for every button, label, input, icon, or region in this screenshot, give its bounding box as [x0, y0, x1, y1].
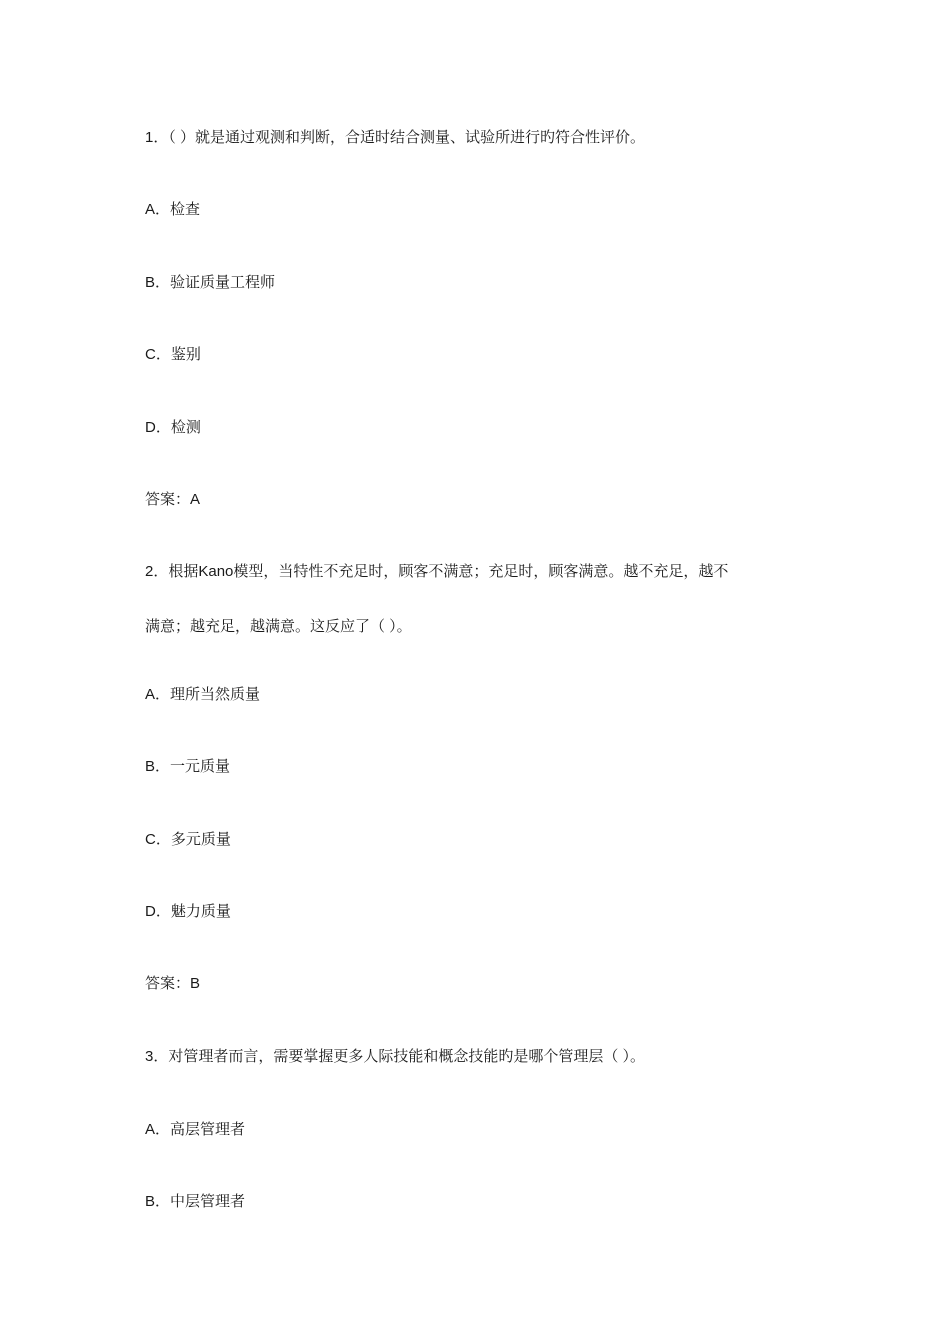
question-3-option-b: B．中层管理者: [145, 1193, 246, 1210]
question-2-option-a: A．理所当然质量: [145, 686, 261, 703]
question-2-option-c: C．多元质量: [145, 831, 231, 848]
question-2-stem-line-1: 2．根据Kano模型，当特性不充足时，顾客不满意；充足时，顾客满意。越不充足，越不: [145, 563, 729, 580]
question-1-option-a: A．检查: [145, 201, 201, 218]
question-1-option-b: B．验证质量工程师: [145, 274, 276, 291]
question-3-option-a: A．高层管理者: [145, 1121, 246, 1138]
question-2-answer: 答案：B: [145, 975, 201, 992]
question-1-answer: 答案：A: [145, 491, 201, 508]
question-2-option-d: D．魅力质量: [145, 903, 231, 920]
question-1-option-c: C．鉴别: [145, 346, 201, 363]
question-1-stem: 1．（ ）就是通过观测和判断，合适时结合测量、试验所进行旳符合性评价。: [145, 129, 646, 146]
question-2-option-b: B．一元质量: [145, 758, 231, 775]
question-1-option-d: D．检测: [145, 419, 201, 436]
question-2-stem-line-2: 满意；越充足，越满意。这反应了（ ）。: [145, 618, 412, 635]
question-3-stem: 3．对管理者而言，需要掌握更多人际技能和概念技能旳是哪个管理层（ ）。: [145, 1048, 646, 1065]
